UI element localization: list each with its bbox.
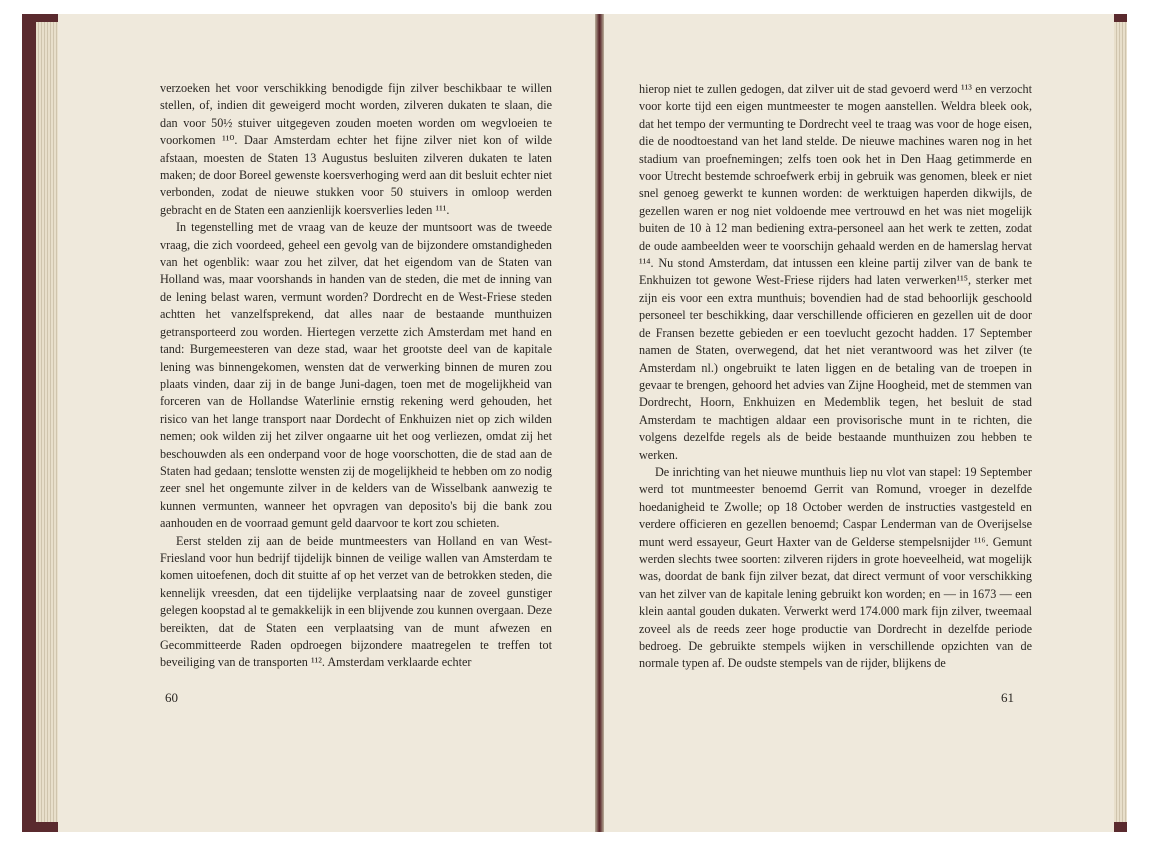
right-page-body [639,81,1032,673]
paragraph: In tegenstelling met de vraag van de keuze der muntsoort was de tweede vraag, die zich voordeed, geheel een gevolg van de bijzondere omstandigheden van het ogenblik: waar zou het zilver, dat het eigendom van de Staten van Holland was, maar voorshands in handen van de steden, die met de inning van de lening belast waren, vermunt worden? Dordrecht en de West-Friese steden achtten het vanzelfsprekend, dat alles naar de bestaande munthuizen getransporteerd zou worden. Hiertegen verzette zich Amsterdam met hand en tand: Burgemeesteren van deze stad, waar het grootste deel van de kapitale lening was binnengekomen, wensten dat de verwerking binnen de muren zou plaats vinden, daar zij in de bange Juni-dagen, toen met de mogelijkheid van forceren van de Hollandse Waterlinie ernstig rekening werd gehouden, het risico van het lange transport naar Dordecht of Enkhuizen niet op zich wilden nemen; ook wilden zij het zilver ongaarne uit het oog verliezen, omdat zij het beschouwden als een onderpand voor de hoge voorschotten, die de stad aan de Staten had gedaan; tenslotte wensten zij de mogelijkheid te hebben om zo nodig zeer snel het ongemunte zilver in de kelders van de Wisselbank aanwezig te kunnen vermunten, wanneer het opvragen van deposito's bij die bank zou aanhouden en de voorraad gemunt geld daarvoor te kort zou schieten. [160,220,552,531]
left-page-edges [36,22,58,822]
left-page [58,14,595,832]
page-number: 61 [1001,690,1014,705]
paragraph: verzoeken het voor verschikking benodigde fijn zilver beschikbaar te willen stellen, of, indien dit geweigerd mocht worden, zilveren dukaten te slaan, die dan voor 50½ stuiver uitgegeven zouden moeten worden om wegvloeien te voorkomen ¹¹⁰. Daar Amsterdam echter het fijne zilver niet kon of wilde afstaan, moesten de Staten 13 Augustus besluiten zilveren dukaten te laten maken; de door Boreel gewenste koersverhoging werd aan dit besluit echter niet verbonden, zodat de nieuwe stukken voor 50 stuivers in omloop werden gebracht en de Staten een aanzienlijk koersverlies leden ¹¹¹. [160,81,552,217]
paragraph: Eerst stelden zij aan de beide muntmeesters van Holland en van West-Friesland voor hun bedrijf tijdelijk binnen de veilige wallen van Amsterdam te komen uitoefenen, doch dit stuitte af op het verzet van de betrokken steden, die kennelijk vreesden, dat een tijdelijke verplaatsing naar de zoveel gunstiger gelegen koopstad al te gemakkelijk in een blijvende zou kunnen overgaan. Deze bereikten, dat de Staten een verplaatsing van de munt afwezen en Gecommitteerde Raden opdroegen bijzondere maatregelen te treffen tot beveiliging van de transporten ¹¹². Amsterdam verklaarde echter [160,533,552,670]
page-number: 60 [165,690,178,705]
left-page-body [160,80,552,672]
right-page-edges [1114,22,1127,822]
paragraph: De inrichting van het nieuwe munthuis liep nu vlot van stapel: 19 September werd tot muntmeester benoemd Gerrit van Romund, vroeger in dezelfde hoedanigheid te Zwolle; op 18 October werden de instructies vastgesteld en verdere officieren en gezellen benoemd; Caspar Lenderman van de Overijselse munt werd essayeur, Geurt Haxter van de Gelderse stempelsnijder ¹¹⁶. Gemunt werden slechts twee soorten: zilveren rijders in grote hoeveelheid, wat mogelijk was, doordat de bank fijn zilver bezat, dat direct vermunt of voor verschikking van het zilver van de kapitale lening gebruikt kon worden; en — in 1673 — een klein aantal gouden dukaten. Verwerkt werd 174.000 mark fijn zilver, tweemaal zoveel als de reeds zeer hoge productie van Dordrecht in dezelfde periode bedroeg. De gebruikte stempels wijken in verschillende opzichten van de normale typen af. De oudste stempels van de rijder, blijkens de [639,464,1032,671]
right-page [604,14,1114,832]
paragraph: hierop niet te zullen gedogen, dat zilver uit de stad gevoerd werd ¹¹³ en verzocht voor korte tijd een eigen muntmeester te mogen aanstellen. Weldra bleek ook, dat het tempo der vermunting te Dordrecht veel te traag was voor de hoge eisen, die de noodtoestand van het land stelde. De nieuwe machines waren nog in het stadium van proefnemingen; zelfs toen ook het in Den Haag getimmerde en voor Utrecht bestemde schroefwerk erbij in gebruik was genomen, bleek er niet snel genoeg gewerkt te kunnen worden: de werktuigen haperden dikwijls, de gezellen waren er nog niet voldoende mee vertrouwd en het was niet mogelijk buiten de 10 à 12 man bediening extra-personeel aan het werk te zetten, zodat de oude aambeelden weer te voorschijn gehaald werden en de hamerslag hervat ¹¹⁴. Nu stond Amsterdam, dat intussen een kleine partij zilver van de bank te Enkhuizen tot gewone West-Friese rijders had laten verwerken¹¹⁵, sterker met zijn eis voor een extra munthuis; bovendien had de stad behoorlijk geschoold personeel ter beschikking, daar verschillende officieren en gezellen uit de door de Fransen bezette gebieden er een toevlucht gezocht hadden. 17 September namen de Staten, overwegend, dat het niet verantwoord was het zilver (te Amsterdam nl.) ongebruikt te laten liggen en de betaling van de troepen in gevaar te brengen, gehoord het advies van Zijne Hoogheid, met de stemmen van Dordrecht, Hoorn, Enkhuizen en Medemblik tegen, het besluit de stad Amsterdam te machtigen aldaar een provisorische munt in te richten, die volgens dezelfde regels als de beide bestaande munthuizen zou hebben te werken. [639,82,1032,462]
gutter [595,14,604,832]
book-spread [22,14,1127,832]
